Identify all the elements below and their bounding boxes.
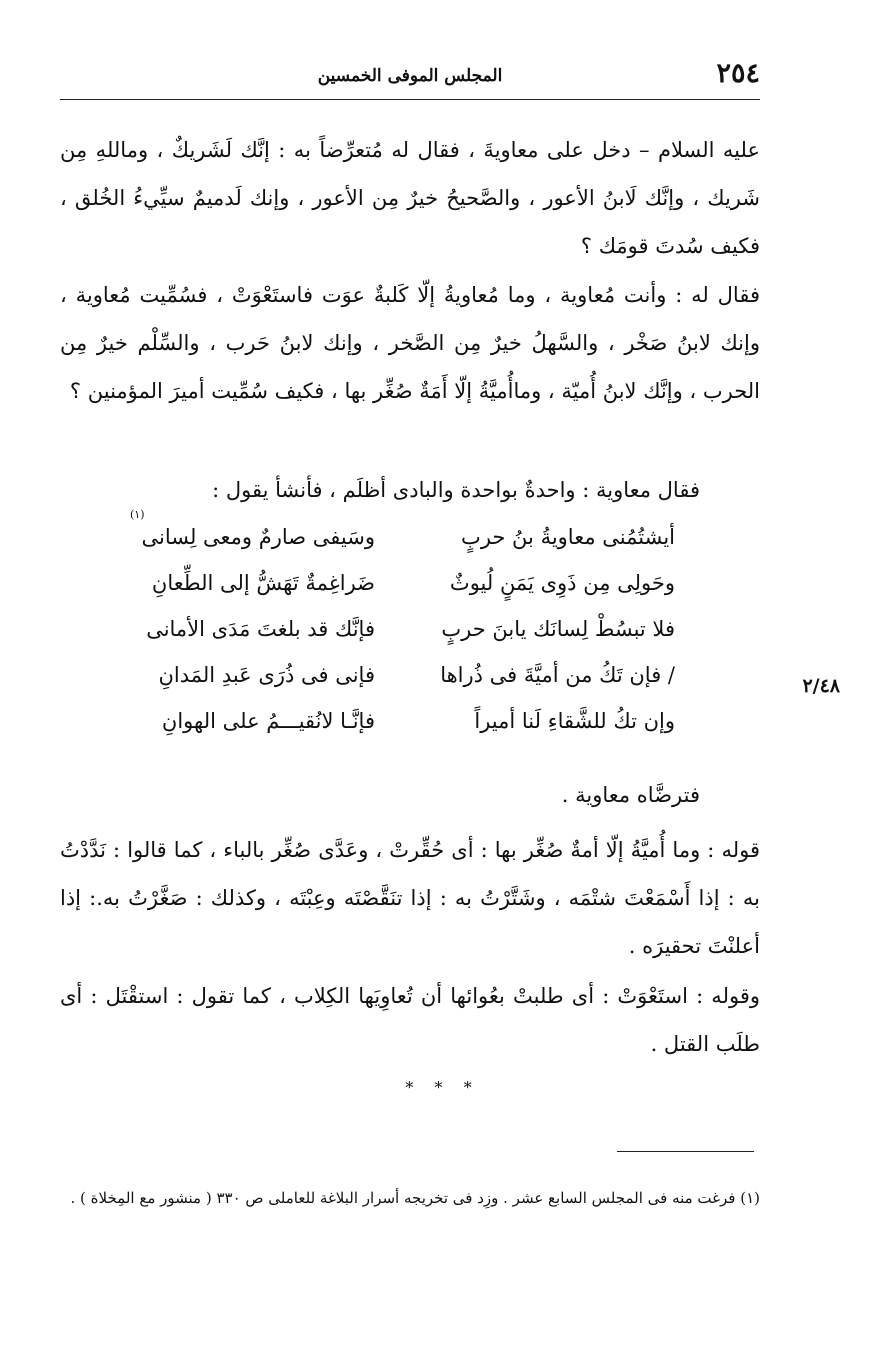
verse-first-hemistich: وحَولِى مِن ذَوِى يَمَنٍ لُيوثٌ	[449, 571, 675, 595]
paragraph-1	[60, 126, 760, 270]
verse-second-hemistich: فإنَّـا لانُقيـــمُ على الهوانِ	[161, 709, 375, 733]
verse-first-hemistich: فلا تبسُطْ لِسانَك يابنَ حربٍ	[441, 617, 675, 641]
verse-second-hemistich: فإنَّك قد بلغتَ مَدَى الأمانى	[146, 617, 375, 641]
verse-first-hemistich: وإن تكُ للشَّقاءِ لَنا أميراً	[474, 709, 675, 733]
verse-first-hemistich: / فإن تَكُ من أميَّةَ فى ذُراها	[440, 663, 675, 687]
verse-second-hemistich: فإنى فى ذُرَى عَبدِ المَدانِ	[158, 663, 375, 687]
poem-verse	[130, 652, 675, 698]
paragraph-1-text: عليه السلام – دخل على معاويةَ ، فقال له مُتعرِّضاً به : إنَّك لَشَريكٌ ، وماللهِ مِن شَريك ، وإنَّك لَابنُ الأعور ، والصَّحيحُ خيرٌ مِن الأعور ، وإنك لَدميمٌ سيِّيءُ الخُلق ، فكيف سُدتَ قومَك ؟	[60, 138, 760, 258]
poem-verse	[130, 508, 675, 560]
paragraph-2-text: فقال له : وأنت مُعاوية ، وما مُعاويةُ إلّا كَلبةٌ عوَت فاستَعْوَتْ ، فسُمِّيت مُعاوية ، وإنك لابنُ صَخْر ، والسَّهلُ خيرٌ مِن الصَّخر ، وإنك لابنُ حَرب ، والسِّلْم خيرٌ مِن الحرب ، وإنَّك لابنُ أُميّة ، وماأُميَّةُ إلّا أَمَةٌ صُغِّر بها ، فكيف سُمِّيت أميرَ المؤمنين ؟	[60, 283, 760, 403]
verse-second-hemistich: وسَيفى صارمٌ ومعى لِسانى	[141, 525, 375, 549]
section-separator: * * *	[405, 1078, 480, 1097]
paragraph-3	[60, 826, 760, 970]
paragraph-2	[60, 271, 760, 415]
poem	[130, 508, 675, 744]
verse-second-hemistich: ضَراغِمةٌ تَهَشُّ إلى الطِّعانِ	[151, 571, 375, 595]
after-poem-text: فترضَّاه معاوية .	[561, 783, 700, 807]
verse-intro	[60, 470, 760, 510]
verse-first-hemistich: أيشتُمُنى معاويةُ بنُ حربٍ	[461, 525, 675, 549]
page-number: ٢٥٤	[716, 58, 760, 89]
header-divider	[60, 99, 760, 100]
after-poem-line	[60, 775, 760, 815]
paragraph-3-text: قوله : وما أُميَّةُ إلّا أمةٌ صُغِّر بها : أى حُقِّرتْ ، وعَدَّى صُغِّر بالباء ، كما قالوا : نَدَّدْتُ به : إذا أَسْمَعْتَ شتْمَه ، وشَتَّرْتُ به : إذا تنَقَّصْتَه وعِبْتَه ، وكذلك : صَغَّرْتُ به.: إذا أعلنْتَ تحقيرَه .	[60, 838, 760, 958]
paragraph-4	[60, 972, 760, 1068]
margin-page-reference: ٢/٤٨	[802, 675, 840, 697]
poem-verse	[130, 560, 675, 606]
running-title: المجلس الموفى الخمسين	[317, 66, 503, 86]
poem-verse	[130, 606, 675, 652]
footnote-text: (١) فرغت منه فى المجلس السابع عشر . وزِد فى تخريجه أسرار البلاغة للعاملى ص ٣٣٠ ( منشور مع المِخلاة ) .	[70, 1189, 760, 1207]
poem-verse	[130, 698, 675, 744]
running-header	[60, 58, 760, 98]
footnote-reference: (١)	[130, 508, 145, 521]
footnote-divider	[617, 1151, 754, 1152]
paragraph-4-text: وقوله : استَعْوَتْ : أى طلبتْ بعُوائها أن تُعاوِيَها الكِلاب ، كما تقول : استقْتَل : أى طلَب القتل .	[60, 984, 760, 1056]
verse-intro-text: فقال معاوية : واحدةٌ بواحدة والبادى أظلَم ، فأنشأ يقول :	[212, 478, 700, 502]
